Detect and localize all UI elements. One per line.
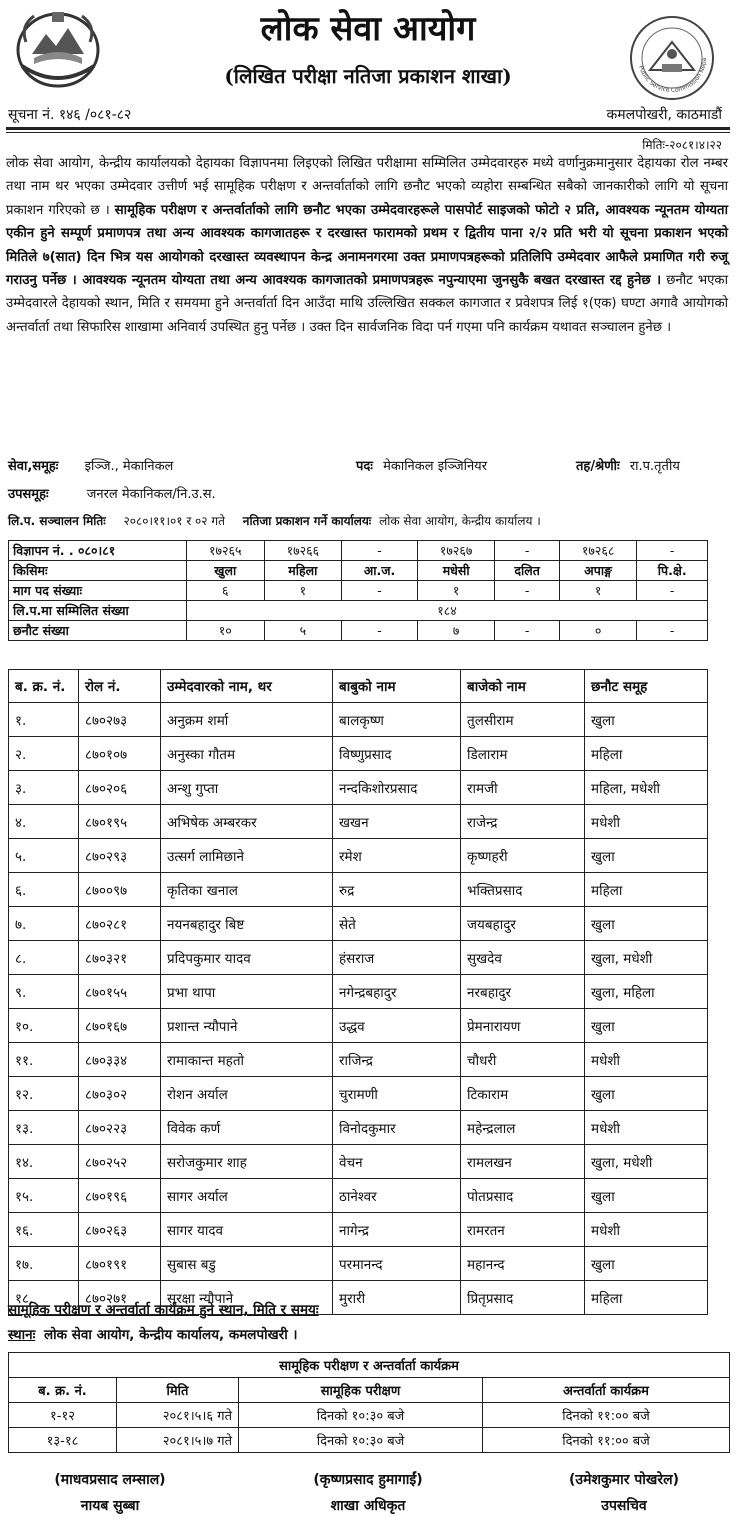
results-body xyxy=(9,703,708,1315)
table-cell: आ.ज. xyxy=(342,561,418,581)
table-cell: खुला xyxy=(585,1009,708,1043)
table-cell: ८७००९७ xyxy=(79,873,161,907)
table-row xyxy=(9,1353,730,1378)
table-cell: नगेन्द्रबहादुर xyxy=(333,975,461,1009)
table-row xyxy=(9,1213,708,1247)
table-cell: दिनको ११:०० बजे xyxy=(483,1403,730,1428)
service-info xyxy=(8,456,173,474)
table-row xyxy=(9,581,708,601)
venue-line xyxy=(8,1325,298,1343)
body-bold-text: सामूहिक परीक्षण र अन्तर्वार्ताको लागि छनौट भएका उम्मेदवारहरूले पासपोर्ट साइजको फोटो २ प्रति, आवश्यक न्यूनतम योग्यता एकीन हुने सम्पूर्ण प्रमाणपत्र तथा अन्य आवश्यक कागजातहरू र दरखास्त फारामको प्रथम र द्वितीय पाना २/२ प्रति भरी यो सूचना प्रकाशन भएको मितिले ७(सात) दिन भित्र यस आयोगको दरखास्त व्यवस्थापन केन्द्र अनामनगरमा उक्त प्रमाणपत्रहरूको प्रतिलिपि उम्मेदवार आफैले प्रमाणित गरी रुजू गराउनु पर्नेछ । आवश्यक न्यूनतम योग्यता तथा अन्य आवश्यक कागजातको प्रमाणपत्रहरू नपुन्याएमा जुनसुकै बखत दरखास्त रद्द हुनेछ । xyxy=(6,202,728,289)
table-cell: महिला, मधेशी xyxy=(585,771,708,805)
table-cell: पोतप्रसाद xyxy=(461,1179,585,1213)
seal-text: Public Service Commission Nepa xyxy=(637,57,709,95)
table-cell: खुला, मधेशी xyxy=(585,941,708,975)
table-row xyxy=(9,703,708,737)
notice-date: मितिः-२०८१।४।२२ xyxy=(642,138,722,152)
included-value: १८४ xyxy=(187,601,708,621)
table-cell: कृतिका खनाल xyxy=(161,873,333,907)
table-cell: ८७०२२३ xyxy=(79,1111,161,1145)
table-cell: दिनको १०:३० बजे xyxy=(239,1403,483,1428)
table-cell: चुरामणी xyxy=(333,1077,461,1111)
branch-name: (लिखित परीक्षा नतिजा प्रकाशन शाखा) xyxy=(224,64,512,88)
table-cell: सुखदेव xyxy=(461,941,585,975)
table-cell: अनुक्रम शर्मा xyxy=(161,703,333,737)
service-value: इञ्जि., मेकानिकल xyxy=(84,459,174,474)
table-row xyxy=(9,621,708,641)
table-row xyxy=(9,1247,708,1281)
table-cell: १-१२ xyxy=(9,1403,117,1428)
table-row xyxy=(9,1009,708,1043)
signatory-name: (कृष्णप्रसाद हुमागाईं) xyxy=(313,1472,423,1488)
table-cell: १३. xyxy=(9,1111,79,1145)
table-cell: १३-१८ xyxy=(9,1428,117,1453)
table-cell: १० xyxy=(187,621,265,641)
column-header: ब. क्र. नं. xyxy=(9,1378,117,1403)
table-cell: ५ xyxy=(264,621,342,641)
table-cell: १५. xyxy=(9,1179,79,1213)
table-cell: - xyxy=(637,541,708,561)
table-cell: ८७०२७१ xyxy=(79,1281,161,1315)
level-value: रा.प.तृतीय xyxy=(629,459,680,474)
table-cell: हंसराज xyxy=(333,941,461,975)
table-cell: ७. xyxy=(9,907,79,941)
table-cell: महिला xyxy=(264,561,342,581)
table-cell: उद्धव xyxy=(333,1009,461,1043)
table-cell: ८. xyxy=(9,941,79,975)
table-cell: १८. xyxy=(9,1281,79,1315)
subgroup-value: जनरल मेकानिकल/नि.उ.स. xyxy=(86,487,216,502)
table-cell: ६ xyxy=(187,581,265,601)
column-header: मिति xyxy=(117,1378,239,1403)
table-cell: - xyxy=(342,621,418,641)
table-cell: ३. xyxy=(9,771,79,805)
table-cell: रमेश xyxy=(333,839,461,873)
table-cell: दलित xyxy=(495,561,559,581)
column-header: छनौट समूह xyxy=(585,670,708,703)
table-cell: ८७०१५५ xyxy=(79,975,161,1009)
table-cell: ८७०३०२ xyxy=(79,1077,161,1111)
table-cell: ८७०२७३ xyxy=(79,703,161,737)
table-cell: - xyxy=(495,581,559,601)
results-table xyxy=(8,669,708,1315)
body-text: छनौट भएका उम्मेदवारले देहायको स्थान, मिति र समयमा हुने अन्तर्वार्ता दिन आउँदा माथि उल्लिखित सक्कल कागजात र प्रवेशपत्र लिई १(एक) घण्टा अगावै आयोगको अन्तर्वार्ता तथा सिफारिस शाखामा अनिवार्य उपस्थित हुनु पर्नेछ । उक्त दिन सार्वजनिक विदा पर्न गएमा पनि कार्यक्रम यथावत सञ्चालन हुनेछ । xyxy=(6,273,728,335)
table-cell: २०८१।५।६ गते xyxy=(117,1403,239,1428)
table-cell: विवेक कर्ण xyxy=(161,1111,333,1145)
table-cell: १७२६५ xyxy=(187,541,265,561)
table-cell: रामजी xyxy=(461,771,585,805)
table-cell: मधेशी xyxy=(585,805,708,839)
table-cell: चौधरी xyxy=(461,1043,585,1077)
exam-date-value: २०८०।११।०१ र ०२ गते xyxy=(123,514,225,528)
venue-label: स्थानः xyxy=(8,1327,36,1343)
table-cell: - xyxy=(495,541,559,561)
exam-info xyxy=(8,512,541,529)
notice-number: सूचना नं. १४६ /०८१-८२ xyxy=(8,107,132,123)
table-cell: रामरतन xyxy=(461,1213,585,1247)
table-row xyxy=(9,805,708,839)
signatory-name: (उमेशकुमार पोखरेल) xyxy=(569,1472,679,1488)
table-cell: महिला xyxy=(585,1281,708,1315)
post-value: मेकानिकल इञ्जिनियर xyxy=(383,459,488,474)
type-label: किसिमः xyxy=(9,561,187,581)
selected-label: छनौट संख्या xyxy=(9,621,187,641)
table-cell: मधेशी xyxy=(585,1043,708,1077)
signatory-title: शाखा अधिकृत xyxy=(330,1498,406,1514)
table-cell: ८७०३३४ xyxy=(79,1043,161,1077)
table-cell: अन्शु गुप्ता xyxy=(161,771,333,805)
table-cell: बालकृष्ण xyxy=(333,703,461,737)
table-cell: जयबहादुर xyxy=(461,907,585,941)
table-cell: सागर अर्याल xyxy=(161,1179,333,1213)
table-cell: - xyxy=(495,621,559,641)
table-cell: ८७०१६७ xyxy=(79,1009,161,1043)
table-cell: ७ xyxy=(417,621,495,641)
table-cell: नागेन्द्र xyxy=(333,1213,461,1247)
table-cell: ठानेश्वर xyxy=(333,1179,461,1213)
table-cell: ० xyxy=(559,621,637,641)
table-cell: ८७०१९१ xyxy=(79,1247,161,1281)
table-cell: अपाङ्ग xyxy=(559,561,637,581)
table-row xyxy=(9,941,708,975)
column-header: ब. क्र. नं. xyxy=(9,670,79,703)
table-cell: १२. xyxy=(9,1077,79,1111)
table-cell: ८७०२९३ xyxy=(79,839,161,873)
table-cell: दिनको १०:३० बजे xyxy=(239,1428,483,1453)
schedule-heading: सामूहिक परीक्षण र अन्तर्वार्ता कार्यक्रम हुने स्थान, मिति र समयः xyxy=(8,1302,319,1318)
table-cell: खुला xyxy=(187,561,265,581)
table-row xyxy=(9,737,708,771)
table-cell: रामलखन xyxy=(461,1145,585,1179)
table-cell: - xyxy=(342,541,418,561)
table-cell: सुबास बडु xyxy=(161,1247,333,1281)
table-row xyxy=(9,907,708,941)
table-cell: ९. xyxy=(9,975,79,1009)
table-cell: तुलसीराम xyxy=(461,703,585,737)
table-cell: प्रभा थापा xyxy=(161,975,333,1009)
table-cell: राजिन्द्र xyxy=(333,1043,461,1077)
table-cell: महानन्द xyxy=(461,1247,585,1281)
table-cell: - xyxy=(342,581,418,601)
table-cell: ८७०२६३ xyxy=(79,1213,161,1247)
table-row xyxy=(9,1043,708,1077)
post-info xyxy=(356,456,487,474)
table-row xyxy=(9,1145,708,1179)
table-row xyxy=(9,1111,708,1145)
table-cell: मधेशी xyxy=(585,1213,708,1247)
signatory-title: उपसचिव xyxy=(601,1498,647,1514)
table-cell: ८७०३२१ xyxy=(79,941,161,975)
table-cell: वेचन xyxy=(333,1145,461,1179)
table-cell: विनोदकुमार xyxy=(333,1111,461,1145)
table-cell: १ xyxy=(559,581,637,601)
table-cell: प्रेमनारायण xyxy=(461,1009,585,1043)
table-cell: १ xyxy=(417,581,495,601)
service-label: सेवा,समूहः xyxy=(8,459,59,474)
table-cell: रुद्र xyxy=(333,873,461,907)
ad-no-label: विज्ञापन नं. . ०८०।८१ xyxy=(9,541,187,561)
office-label: नतिजा प्रकाशन गर्ने कार्यालयः xyxy=(242,514,372,528)
table-cell: २०८१।५।७ गते xyxy=(117,1428,239,1453)
signatory-title: नायब सुब्बा xyxy=(80,1498,140,1514)
demand-label: माग पद संख्याः xyxy=(9,581,187,601)
table-cell: ८७०१०७ xyxy=(79,737,161,771)
table-row xyxy=(9,771,708,805)
body-text: लोक सेवा आयोग, केन्द्रीय कार्यालयको देहायका विज्ञापनमा लिइएको लिखित परीक्षामा सम्मिलित उम्मेदवारहरु मध्ये वर्णानुक्रमानुसार देहायका रोल नम्बर तथा नाम थर भएका उम्मेदवार उत्तीर्ण भई सामूहिक परीक्षण र अन्तर्वार्ताको लागि छनौट भएको व्यहोरा सम्बन्धित सबैको जानकारीको लागि यो सूचना प्रकाशन गरिएको छ । xyxy=(6,156,728,218)
table-cell: पि.क्षे. xyxy=(637,561,708,581)
table-row xyxy=(9,1428,730,1453)
table-cell: १४. xyxy=(9,1145,79,1179)
table-cell: नन्दकिशोरप्रसाद xyxy=(333,771,461,805)
subgroup-label: उपसमूहः xyxy=(8,487,49,502)
table-row xyxy=(9,975,708,1009)
table-cell: नरबहादुर xyxy=(461,975,585,1009)
table-cell: मुरारी xyxy=(333,1281,461,1315)
table-cell: खुला, महिला xyxy=(585,975,708,1009)
schedule-table xyxy=(8,1352,730,1453)
table-row xyxy=(9,541,708,561)
table-cell: डिलाराम xyxy=(461,737,585,771)
table-cell: ५. xyxy=(9,839,79,873)
table-cell: भक्तिप्रसाद xyxy=(461,873,585,907)
signature-block xyxy=(0,1467,220,1519)
table-header-row xyxy=(9,670,708,703)
column-header: अन्तर्वार्ता कार्यक्रम xyxy=(483,1378,730,1403)
table-cell: १७. xyxy=(9,1247,79,1281)
table-cell: २. xyxy=(9,737,79,771)
table-cell: १. xyxy=(9,703,79,737)
table-cell: सेते xyxy=(333,907,461,941)
table-cell: सरोजकुमार शाह xyxy=(161,1145,333,1179)
divider xyxy=(6,132,730,133)
column-header: बाजेको नाम xyxy=(461,670,585,703)
level-label: तह/श्रेणीः xyxy=(576,459,620,474)
table-cell: दिनको ११:०० बजे xyxy=(483,1428,730,1453)
table-cell: १०. xyxy=(9,1009,79,1043)
table-row xyxy=(9,561,708,581)
table-cell: ८७०१९६ xyxy=(79,1179,161,1213)
table-cell: महिला xyxy=(585,737,708,771)
table-cell: सागर यादव xyxy=(161,1213,333,1247)
table-row xyxy=(9,839,708,873)
table-cell: उत्सर्ग लामिछाने xyxy=(161,839,333,873)
table-cell: सुरक्षा न्यौपाने xyxy=(161,1281,333,1315)
table-cell: महिला xyxy=(585,873,708,907)
subgroup-info xyxy=(8,484,216,502)
table-cell: मधेसी xyxy=(417,561,495,581)
org-name: लोक सेवा आयोग xyxy=(260,9,476,49)
table-cell: नयनबहादुर बिष्ट xyxy=(161,907,333,941)
table-cell: परमानन्द xyxy=(333,1247,461,1281)
table-cell: विष्णुप्रसाद xyxy=(333,737,461,771)
table-cell: १ xyxy=(264,581,342,601)
table-cell: १७२६८ xyxy=(559,541,637,561)
table-cell: १७२६७ xyxy=(417,541,495,561)
venue-value: लोक सेवा आयोग, केन्द्रीय कार्यालय, कमलपोखरी । xyxy=(44,1327,298,1343)
signatory-name: (माधवप्रसाद लम्साल) xyxy=(54,1472,166,1488)
advertisement-table xyxy=(8,540,708,641)
table-cell: महेन्द्रलाल xyxy=(461,1111,585,1145)
table-cell: खुला xyxy=(585,839,708,873)
table-cell: १६. xyxy=(9,1213,79,1247)
included-label: लि.प.मा सम्मिलित संख्या xyxy=(9,601,187,621)
level-info xyxy=(576,456,680,474)
table-cell: ८७०२५२ xyxy=(79,1145,161,1179)
table-cell: १७२६६ xyxy=(264,541,342,561)
table-cell: खुला xyxy=(585,907,708,941)
table-row xyxy=(9,873,708,907)
table-cell: खुला xyxy=(585,1247,708,1281)
table-cell: ८७०२०६ xyxy=(79,771,161,805)
place: कमलपोखरी, काठमाडौं xyxy=(606,107,722,123)
table-cell: अनुस्का गौतम xyxy=(161,737,333,771)
schedule-table-title: सामूहिक परीक्षण र अन्तर्वार्ता कार्यक्रम xyxy=(9,1353,730,1378)
table-cell: खुला xyxy=(585,1077,708,1111)
divider xyxy=(6,127,730,130)
table-cell: प्रशान्त न्यौपाने xyxy=(161,1009,333,1043)
table-row xyxy=(9,601,708,621)
table-cell: प्रितृप्रसाद xyxy=(461,1281,585,1315)
office-value: लोक सेवा आयोग, केन्द्रीय कार्यालय । xyxy=(379,514,541,528)
table-cell: खुला, मधेशी xyxy=(585,1145,708,1179)
psc-seal-icon xyxy=(628,14,716,102)
column-header: सामूहिक परीक्षण xyxy=(239,1378,483,1403)
exam-date-label: लि.प. सञ्चालन मितिः xyxy=(8,514,106,528)
table-cell: रोशन अर्याल xyxy=(161,1077,333,1111)
column-header: बाबुको नाम xyxy=(333,670,461,703)
table-cell: रामाकान्त महतो xyxy=(161,1043,333,1077)
table-cell: खुला xyxy=(585,703,708,737)
table-header-row xyxy=(9,1378,730,1403)
table-cell: मधेशी xyxy=(585,1111,708,1145)
table-cell: प्रदिपकुमार यादव xyxy=(161,941,333,975)
table-row xyxy=(9,1179,708,1213)
table-cell: - xyxy=(637,621,708,641)
signature-block xyxy=(258,1467,478,1519)
table-cell: अभिषेक अम्बरकर xyxy=(161,805,333,839)
table-cell: - xyxy=(637,581,708,601)
table-cell: ८७०२८१ xyxy=(79,907,161,941)
table-row xyxy=(9,1403,730,1428)
table-cell: ८७०१९५ xyxy=(79,805,161,839)
notice-body xyxy=(6,152,728,339)
table-cell: राजेन्द्र xyxy=(461,805,585,839)
table-cell: खखन xyxy=(333,805,461,839)
table-row xyxy=(9,1077,708,1111)
post-label: पदः xyxy=(356,459,373,474)
table-cell: खुला xyxy=(585,1179,708,1213)
table-cell: ४. xyxy=(9,805,79,839)
column-header: रोल नं. xyxy=(79,670,161,703)
table-cell: ११. xyxy=(9,1043,79,1077)
table-cell: ६. xyxy=(9,873,79,907)
signature-block xyxy=(514,1467,734,1519)
table-cell: टिकाराम xyxy=(461,1077,585,1111)
column-header: उम्मेदवारको नाम, थर xyxy=(161,670,333,703)
table-cell: कृष्णहरी xyxy=(461,839,585,873)
